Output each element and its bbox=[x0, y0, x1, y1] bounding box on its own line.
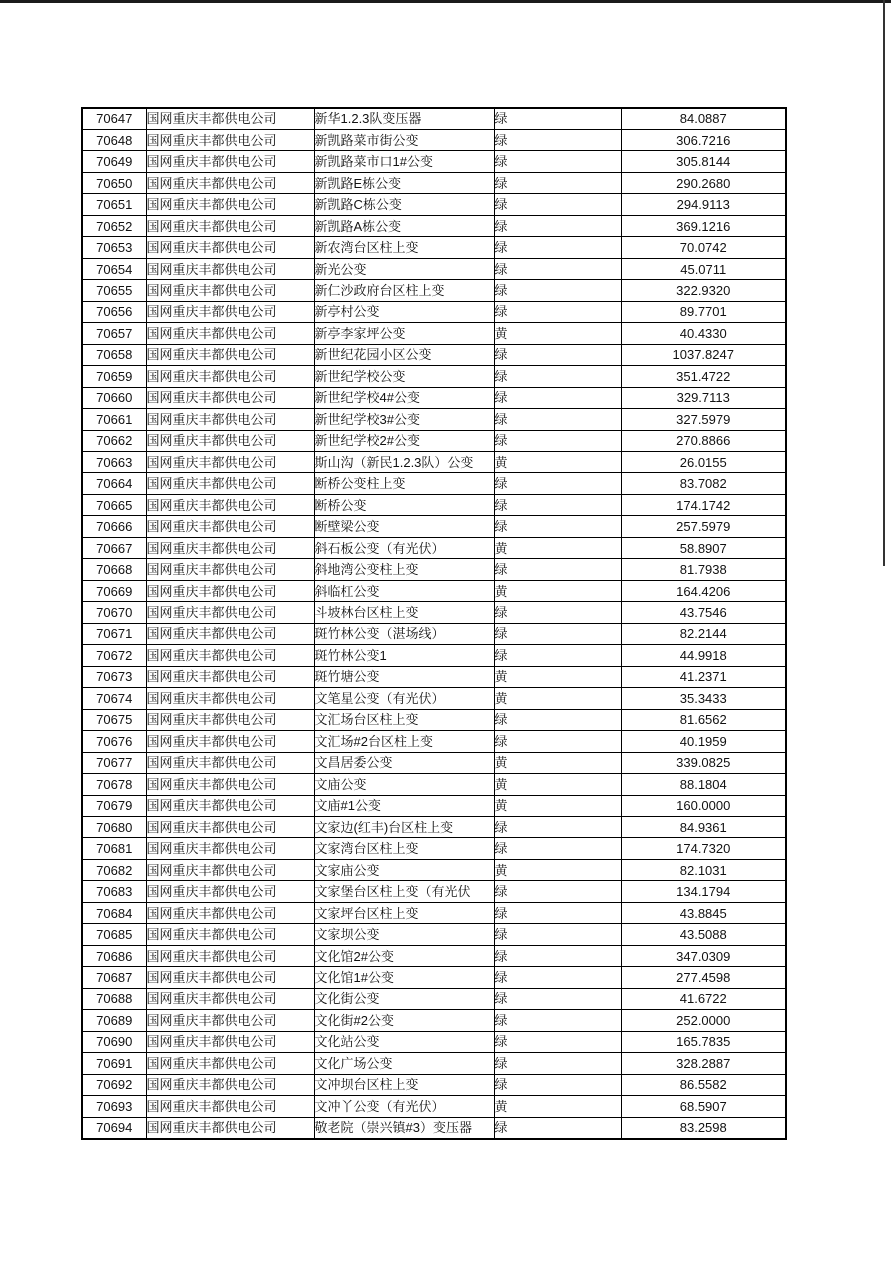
cell-company-name[interactable]: 国网重庆丰都供电公司 bbox=[146, 752, 314, 773]
cell-station-name[interactable]: 断壁梁公变 bbox=[314, 516, 494, 537]
cell-record-id[interactable]: 70651 bbox=[82, 194, 146, 215]
cell-company-name[interactable]: 国网重庆丰都供电公司 bbox=[146, 1096, 314, 1117]
cell-load-value[interactable]: 306.7216 bbox=[621, 129, 786, 150]
table-row bbox=[82, 623, 786, 644]
table-row bbox=[82, 988, 786, 1009]
cell-station-name[interactable]: 文笔星公变（有光伏） bbox=[314, 688, 494, 709]
cell-load-value[interactable]: 328.2887 bbox=[621, 1053, 786, 1074]
table-row bbox=[82, 1010, 786, 1031]
cell-record-id[interactable]: 70677 bbox=[82, 752, 146, 773]
cell-status-color[interactable]: 绿 bbox=[494, 280, 621, 301]
cell-company-name[interactable]: 国网重庆丰都供电公司 bbox=[146, 323, 314, 344]
cell-status-color[interactable]: 绿 bbox=[494, 945, 621, 966]
cell-status-color[interactable]: 绿 bbox=[494, 366, 621, 387]
cell-record-id[interactable]: 70675 bbox=[82, 709, 146, 730]
cell-load-value[interactable]: 329.7113 bbox=[621, 387, 786, 408]
table-row bbox=[82, 645, 786, 666]
cell-record-id[interactable]: 70683 bbox=[82, 881, 146, 902]
cell-status-color[interactable]: 绿 bbox=[494, 237, 621, 258]
cell-company-name[interactable]: 国网重庆丰都供电公司 bbox=[146, 1053, 314, 1074]
cell-record-id[interactable]: 70687 bbox=[82, 967, 146, 988]
table-row bbox=[82, 258, 786, 279]
cell-company-name[interactable]: 国网重庆丰都供电公司 bbox=[146, 430, 314, 451]
cell-status-color[interactable]: 绿 bbox=[494, 967, 621, 988]
cell-load-value[interactable]: 58.8907 bbox=[621, 537, 786, 558]
cell-record-id[interactable]: 70659 bbox=[82, 366, 146, 387]
cell-record-id[interactable]: 70656 bbox=[82, 301, 146, 322]
cell-company-name[interactable]: 国网重庆丰都供电公司 bbox=[146, 709, 314, 730]
cell-status-color[interactable]: 绿 bbox=[494, 430, 621, 451]
table-row bbox=[82, 709, 786, 730]
cell-status-color[interactable]: 黄 bbox=[494, 666, 621, 687]
cell-station-name[interactable]: 新凯路E栋公变 bbox=[314, 172, 494, 193]
cell-load-value[interactable]: 35.3433 bbox=[621, 688, 786, 709]
table-row bbox=[82, 151, 786, 172]
cell-company-name[interactable]: 国网重庆丰都供电公司 bbox=[146, 945, 314, 966]
cell-load-value[interactable]: 44.9918 bbox=[621, 645, 786, 666]
cell-status-color[interactable]: 绿 bbox=[494, 344, 621, 365]
cell-load-value[interactable]: 89.7701 bbox=[621, 301, 786, 322]
table-body bbox=[82, 108, 786, 1139]
cell-load-value[interactable]: 174.7320 bbox=[621, 838, 786, 859]
cell-station-name[interactable]: 文化馆2#公变 bbox=[314, 945, 494, 966]
cell-station-name[interactable]: 新世纪学校2#公变 bbox=[314, 430, 494, 451]
cell-status-color[interactable]: 黄 bbox=[494, 859, 621, 880]
cell-status-color[interactable]: 绿 bbox=[494, 623, 621, 644]
cell-load-value[interactable]: 84.0887 bbox=[621, 108, 786, 129]
cell-load-value[interactable]: 322.9320 bbox=[621, 280, 786, 301]
cell-station-name[interactable]: 文冲丫公变（有光伏） bbox=[314, 1096, 494, 1117]
cell-record-id[interactable]: 70681 bbox=[82, 838, 146, 859]
cell-status-color[interactable]: 绿 bbox=[494, 881, 621, 902]
cell-load-value[interactable]: 277.4598 bbox=[621, 967, 786, 988]
cell-record-id[interactable]: 70668 bbox=[82, 559, 146, 580]
cell-load-value[interactable]: 160.0000 bbox=[621, 795, 786, 816]
cell-station-name[interactable]: 新亭村公变 bbox=[314, 301, 494, 322]
table-row bbox=[82, 1074, 786, 1095]
cell-company-name[interactable]: 国网重庆丰都供电公司 bbox=[146, 280, 314, 301]
cell-status-color[interactable]: 黄 bbox=[494, 580, 621, 601]
table-row bbox=[82, 688, 786, 709]
cell-record-id[interactable]: 70691 bbox=[82, 1053, 146, 1074]
cell-company-name[interactable]: 国网重庆丰都供电公司 bbox=[146, 151, 314, 172]
cell-station-name[interactable]: 新世纪学校公变 bbox=[314, 366, 494, 387]
cell-record-id[interactable]: 70655 bbox=[82, 280, 146, 301]
cell-load-value[interactable]: 83.2598 bbox=[621, 1117, 786, 1138]
cell-load-value[interactable]: 41.2371 bbox=[621, 666, 786, 687]
table-row bbox=[82, 409, 786, 430]
cell-load-value[interactable]: 40.1959 bbox=[621, 731, 786, 752]
cell-station-name[interactable]: 新凯路A栋公变 bbox=[314, 215, 494, 236]
cell-load-value[interactable]: 327.5979 bbox=[621, 409, 786, 430]
cell-load-value[interactable]: 369.1216 bbox=[621, 215, 786, 236]
table-row bbox=[82, 323, 786, 344]
cell-station-name[interactable]: 文汇场台区柱上变 bbox=[314, 709, 494, 730]
cell-station-name[interactable]: 文化广场公变 bbox=[314, 1053, 494, 1074]
cell-company-name[interactable]: 国网重庆丰都供电公司 bbox=[146, 258, 314, 279]
cell-station-name[interactable]: 文家湾台区柱上变 bbox=[314, 838, 494, 859]
cell-record-id[interactable]: 70662 bbox=[82, 430, 146, 451]
cell-load-value[interactable]: 164.4206 bbox=[621, 580, 786, 601]
cell-station-name[interactable]: 新世纪花园小区公变 bbox=[314, 344, 494, 365]
cell-status-color[interactable]: 绿 bbox=[494, 194, 621, 215]
cell-company-name[interactable]: 国网重庆丰都供电公司 bbox=[146, 172, 314, 193]
cell-company-name[interactable]: 国网重庆丰都供电公司 bbox=[146, 731, 314, 752]
cell-status-color[interactable]: 绿 bbox=[494, 559, 621, 580]
cell-record-id[interactable]: 70669 bbox=[82, 580, 146, 601]
cell-record-id[interactable]: 70690 bbox=[82, 1031, 146, 1052]
cell-station-name[interactable]: 新世纪学校3#公变 bbox=[314, 409, 494, 430]
cell-company-name[interactable]: 国网重庆丰都供电公司 bbox=[146, 580, 314, 601]
cell-load-value[interactable]: 134.1794 bbox=[621, 881, 786, 902]
cell-station-name[interactable]: 文化街#2公变 bbox=[314, 1010, 494, 1031]
cell-status-color[interactable]: 绿 bbox=[494, 473, 621, 494]
cell-company-name[interactable]: 国网重庆丰都供电公司 bbox=[146, 1117, 314, 1138]
cell-station-name[interactable]: 文化街公变 bbox=[314, 988, 494, 1009]
cell-company-name[interactable]: 国网重庆丰都供电公司 bbox=[146, 494, 314, 515]
table-row bbox=[82, 108, 786, 129]
cell-load-value[interactable]: 290.2680 bbox=[621, 172, 786, 193]
cell-status-color[interactable]: 绿 bbox=[494, 1053, 621, 1074]
cell-station-name[interactable]: 斑竹林公变（湛场线） bbox=[314, 623, 494, 644]
cell-status-color[interactable]: 绿 bbox=[494, 645, 621, 666]
cell-record-id[interactable]: 70663 bbox=[82, 452, 146, 473]
cell-company-name[interactable]: 国网重庆丰都供电公司 bbox=[146, 516, 314, 537]
cell-company-name[interactable]: 国网重庆丰都供电公司 bbox=[146, 1010, 314, 1031]
cell-company-name[interactable]: 国网重庆丰都供电公司 bbox=[146, 366, 314, 387]
cell-record-id[interactable]: 70647 bbox=[82, 108, 146, 129]
cell-status-color[interactable]: 绿 bbox=[494, 409, 621, 430]
cell-record-id[interactable]: 70666 bbox=[82, 516, 146, 537]
table-row bbox=[82, 452, 786, 473]
cell-load-value[interactable]: 82.2144 bbox=[621, 623, 786, 644]
cell-load-value[interactable]: 165.7835 bbox=[621, 1031, 786, 1052]
cell-record-id[interactable]: 70667 bbox=[82, 537, 146, 558]
table-row bbox=[82, 366, 786, 387]
cell-load-value[interactable]: 270.8866 bbox=[621, 430, 786, 451]
cell-station-name[interactable]: 新世纪学校4#公变 bbox=[314, 387, 494, 408]
cell-record-id[interactable]: 70693 bbox=[82, 1096, 146, 1117]
table-row bbox=[82, 194, 786, 215]
cell-company-name[interactable]: 国网重庆丰都供电公司 bbox=[146, 988, 314, 1009]
table-row bbox=[82, 473, 786, 494]
cell-load-value[interactable]: 68.5907 bbox=[621, 1096, 786, 1117]
cell-record-id[interactable]: 70672 bbox=[82, 645, 146, 666]
cell-load-value[interactable]: 83.7082 bbox=[621, 473, 786, 494]
cell-station-name[interactable]: 斜临杠公变 bbox=[314, 580, 494, 601]
cell-station-name[interactable]: 断桥公变柱上变 bbox=[314, 473, 494, 494]
cell-status-color[interactable]: 绿 bbox=[494, 602, 621, 623]
cell-company-name[interactable]: 国网重庆丰都供电公司 bbox=[146, 452, 314, 473]
table-row bbox=[82, 1031, 786, 1052]
cell-status-color[interactable]: 绿 bbox=[494, 1117, 621, 1138]
table-row bbox=[82, 924, 786, 945]
table-row bbox=[82, 301, 786, 322]
cell-status-color[interactable]: 黄 bbox=[494, 688, 621, 709]
cell-record-id[interactable]: 70664 bbox=[82, 473, 146, 494]
cell-station-name[interactable]: 文家庙公变 bbox=[314, 859, 494, 880]
cell-station-name[interactable]: 文汇场#2台区柱上变 bbox=[314, 731, 494, 752]
table-row bbox=[82, 816, 786, 837]
cell-record-id[interactable]: 70661 bbox=[82, 409, 146, 430]
cell-company-name[interactable]: 国网重庆丰都供电公司 bbox=[146, 409, 314, 430]
cell-company-name[interactable]: 国网重庆丰都供电公司 bbox=[146, 902, 314, 923]
cell-load-value[interactable]: 339.0825 bbox=[621, 752, 786, 773]
cell-status-color[interactable]: 绿 bbox=[494, 387, 621, 408]
cell-status-color[interactable]: 绿 bbox=[494, 172, 621, 193]
cell-load-value[interactable]: 70.0742 bbox=[621, 237, 786, 258]
cell-company-name[interactable]: 国网重庆丰都供电公司 bbox=[146, 387, 314, 408]
cell-station-name[interactable]: 文庙公变 bbox=[314, 774, 494, 795]
cell-record-id[interactable]: 70665 bbox=[82, 494, 146, 515]
cell-load-value[interactable]: 86.5582 bbox=[621, 1074, 786, 1095]
cell-load-value[interactable]: 81.7938 bbox=[621, 559, 786, 580]
cell-station-name[interactable]: 文家坪台区柱上变 bbox=[314, 902, 494, 923]
cell-record-id[interactable]: 70652 bbox=[82, 215, 146, 236]
cell-record-id[interactable]: 70671 bbox=[82, 623, 146, 644]
cell-status-color[interactable]: 绿 bbox=[494, 902, 621, 923]
table-row bbox=[82, 795, 786, 816]
table-row bbox=[82, 1053, 786, 1074]
table-row bbox=[82, 494, 786, 515]
cell-station-name[interactable]: 斯山沟（新民1.2.3队）公变 bbox=[314, 452, 494, 473]
cell-status-color[interactable]: 黄 bbox=[494, 795, 621, 816]
cell-load-value[interactable]: 81.6562 bbox=[621, 709, 786, 730]
cell-record-id[interactable]: 70682 bbox=[82, 859, 146, 880]
cell-status-color[interactable]: 绿 bbox=[494, 816, 621, 837]
cell-record-id[interactable]: 70688 bbox=[82, 988, 146, 1009]
cell-load-value[interactable]: 257.5979 bbox=[621, 516, 786, 537]
table-row bbox=[82, 731, 786, 752]
cell-station-name[interactable]: 新凯路菜市口1#公变 bbox=[314, 151, 494, 172]
cell-company-name[interactable]: 国网重庆丰都供电公司 bbox=[146, 237, 314, 258]
cell-status-color[interactable]: 绿 bbox=[494, 709, 621, 730]
table-row bbox=[82, 881, 786, 902]
cell-company-name[interactable]: 国网重庆丰都供电公司 bbox=[146, 645, 314, 666]
table-row bbox=[82, 172, 786, 193]
cell-status-color[interactable]: 绿 bbox=[494, 215, 621, 236]
table-row bbox=[82, 1096, 786, 1117]
cell-company-name[interactable]: 国网重庆丰都供电公司 bbox=[146, 1074, 314, 1095]
cell-station-name[interactable]: 敬老院（崇兴镇#3）变压器 bbox=[314, 1117, 494, 1138]
cell-station-name[interactable]: 文家坝公变 bbox=[314, 924, 494, 945]
table-row bbox=[82, 516, 786, 537]
cell-station-name[interactable]: 新农湾台区柱上变 bbox=[314, 237, 494, 258]
cell-station-name[interactable]: 斑竹塘公变 bbox=[314, 666, 494, 687]
cell-record-id[interactable]: 70650 bbox=[82, 172, 146, 193]
cell-load-value[interactable]: 43.8845 bbox=[621, 902, 786, 923]
cell-record-id[interactable]: 70685 bbox=[82, 924, 146, 945]
cell-company-name[interactable]: 国网重庆丰都供电公司 bbox=[146, 108, 314, 129]
cell-company-name[interactable]: 国网重庆丰都供电公司 bbox=[146, 1031, 314, 1052]
cell-record-id[interactable]: 70679 bbox=[82, 795, 146, 816]
cell-company-name[interactable]: 国网重庆丰都供电公司 bbox=[146, 881, 314, 902]
cell-company-name[interactable]: 国网重庆丰都供电公司 bbox=[146, 688, 314, 709]
page-top-edge-line bbox=[0, 0, 891, 3]
cell-company-name[interactable]: 国网重庆丰都供电公司 bbox=[146, 623, 314, 644]
cell-company-name[interactable]: 国网重庆丰都供电公司 bbox=[146, 774, 314, 795]
cell-company-name[interactable]: 国网重庆丰都供电公司 bbox=[146, 344, 314, 365]
cell-load-value[interactable]: 40.4330 bbox=[621, 323, 786, 344]
cell-status-color[interactable]: 黄 bbox=[494, 774, 621, 795]
cell-station-name[interactable]: 文化馆1#公变 bbox=[314, 967, 494, 988]
cell-record-id[interactable]: 70648 bbox=[82, 129, 146, 150]
cell-load-value[interactable]: 351.4722 bbox=[621, 366, 786, 387]
cell-station-name[interactable]: 新仁沙政府台区柱上变 bbox=[314, 280, 494, 301]
cell-station-name[interactable]: 文昌居委公变 bbox=[314, 752, 494, 773]
table-row bbox=[82, 752, 786, 773]
cell-record-id[interactable]: 70649 bbox=[82, 151, 146, 172]
cell-company-name[interactable]: 国网重庆丰都供电公司 bbox=[146, 666, 314, 687]
cell-station-name[interactable]: 斜地湾公变柱上变 bbox=[314, 559, 494, 580]
cell-company-name[interactable]: 国网重庆丰都供电公司 bbox=[146, 816, 314, 837]
table-row bbox=[82, 1117, 786, 1138]
cell-company-name[interactable]: 国网重庆丰都供电公司 bbox=[146, 967, 314, 988]
cell-station-name[interactable]: 新光公变 bbox=[314, 258, 494, 279]
cell-record-id[interactable]: 70657 bbox=[82, 323, 146, 344]
cell-status-color[interactable]: 黄 bbox=[494, 1096, 621, 1117]
page-right-edge-line bbox=[883, 0, 885, 566]
cell-load-value[interactable]: 252.0000 bbox=[621, 1010, 786, 1031]
cell-station-name[interactable]: 新凯路菜市街公变 bbox=[314, 129, 494, 150]
cell-station-name[interactable]: 文化站公变 bbox=[314, 1031, 494, 1052]
cell-status-color[interactable]: 黄 bbox=[494, 537, 621, 558]
cell-load-value[interactable]: 294.9113 bbox=[621, 194, 786, 215]
table-row bbox=[82, 559, 786, 580]
table-row bbox=[82, 129, 786, 150]
cell-status-color[interactable]: 绿 bbox=[494, 108, 621, 129]
cell-company-name[interactable]: 国网重庆丰都供电公司 bbox=[146, 215, 314, 236]
cell-record-id[interactable]: 70673 bbox=[82, 666, 146, 687]
cell-company-name[interactable]: 国网重庆丰都供电公司 bbox=[146, 559, 314, 580]
table-row bbox=[82, 666, 786, 687]
cell-status-color[interactable]: 黄 bbox=[494, 452, 621, 473]
cell-station-name[interactable]: 斗坡林台区柱上变 bbox=[314, 602, 494, 623]
cell-record-id[interactable]: 70680 bbox=[82, 816, 146, 837]
cell-record-id[interactable]: 70692 bbox=[82, 1074, 146, 1095]
cell-record-id[interactable]: 70694 bbox=[82, 1117, 146, 1138]
table-row bbox=[82, 580, 786, 601]
cell-status-color[interactable]: 绿 bbox=[494, 924, 621, 945]
cell-record-id[interactable]: 70653 bbox=[82, 237, 146, 258]
table-row bbox=[82, 430, 786, 451]
cell-record-id[interactable]: 70670 bbox=[82, 602, 146, 623]
cell-status-color[interactable]: 绿 bbox=[494, 494, 621, 515]
table-row bbox=[82, 774, 786, 795]
cell-status-color[interactable]: 黄 bbox=[494, 323, 621, 344]
cell-company-name[interactable]: 国网重庆丰都供电公司 bbox=[146, 301, 314, 322]
cell-record-id[interactable]: 70686 bbox=[82, 945, 146, 966]
cell-station-name[interactable]: 文家边(红丰)台区柱上变 bbox=[314, 816, 494, 837]
cell-load-value[interactable]: 347.0309 bbox=[621, 945, 786, 966]
cell-company-name[interactable]: 国网重庆丰都供电公司 bbox=[146, 537, 314, 558]
cell-record-id[interactable]: 70684 bbox=[82, 902, 146, 923]
cell-status-color[interactable]: 绿 bbox=[494, 151, 621, 172]
cell-company-name[interactable]: 国网重庆丰都供电公司 bbox=[146, 129, 314, 150]
cell-status-color[interactable]: 绿 bbox=[494, 1031, 621, 1052]
table-row bbox=[82, 215, 786, 236]
cell-company-name[interactable]: 国网重庆丰都供电公司 bbox=[146, 924, 314, 945]
cell-station-name[interactable]: 新华1.2.3队变压器 bbox=[314, 108, 494, 129]
cell-status-color[interactable]: 绿 bbox=[494, 129, 621, 150]
cell-record-id[interactable]: 70689 bbox=[82, 1010, 146, 1031]
cell-status-color[interactable]: 绿 bbox=[494, 1074, 621, 1095]
transformer-load-table bbox=[81, 107, 787, 1140]
cell-status-color[interactable]: 绿 bbox=[494, 731, 621, 752]
cell-company-name[interactable]: 国网重庆丰都供电公司 bbox=[146, 602, 314, 623]
table-row bbox=[82, 838, 786, 859]
cell-station-name[interactable]: 新亭李家坪公变 bbox=[314, 323, 494, 344]
cell-load-value[interactable]: 82.1031 bbox=[621, 859, 786, 880]
cell-company-name[interactable]: 国网重庆丰都供电公司 bbox=[146, 838, 314, 859]
cell-status-color[interactable]: 黄 bbox=[494, 752, 621, 773]
cell-load-value[interactable]: 84.9361 bbox=[621, 816, 786, 837]
table-row bbox=[82, 344, 786, 365]
cell-status-color[interactable]: 绿 bbox=[494, 516, 621, 537]
cell-company-name[interactable]: 国网重庆丰都供电公司 bbox=[146, 194, 314, 215]
cell-station-name[interactable]: 斜石板公变（有光伏） bbox=[314, 537, 494, 558]
cell-station-name[interactable]: 文冲坝台区柱上变 bbox=[314, 1074, 494, 1095]
cell-company-name[interactable]: 国网重庆丰都供电公司 bbox=[146, 859, 314, 880]
table-row bbox=[82, 602, 786, 623]
cell-status-color[interactable]: 绿 bbox=[494, 838, 621, 859]
table-row bbox=[82, 967, 786, 988]
cell-record-id[interactable]: 70658 bbox=[82, 344, 146, 365]
cell-record-id[interactable]: 70676 bbox=[82, 731, 146, 752]
cell-load-value[interactable]: 26.0155 bbox=[621, 452, 786, 473]
cell-status-color[interactable]: 绿 bbox=[494, 258, 621, 279]
table-row bbox=[82, 387, 786, 408]
cell-record-id[interactable]: 70660 bbox=[82, 387, 146, 408]
cell-load-value[interactable]: 1037.8247 bbox=[621, 344, 786, 365]
cell-station-name[interactable]: 断桥公变 bbox=[314, 494, 494, 515]
table-row bbox=[82, 945, 786, 966]
table-row bbox=[82, 280, 786, 301]
cell-status-color[interactable]: 绿 bbox=[494, 988, 621, 1009]
cell-load-value[interactable]: 41.6722 bbox=[621, 988, 786, 1009]
cell-load-value[interactable]: 45.0711 bbox=[621, 258, 786, 279]
cell-load-value[interactable]: 43.7546 bbox=[621, 602, 786, 623]
cell-load-value[interactable]: 174.1742 bbox=[621, 494, 786, 515]
cell-status-color[interactable]: 绿 bbox=[494, 1010, 621, 1031]
cell-record-id[interactable]: 70654 bbox=[82, 258, 146, 279]
cell-station-name[interactable]: 文家堡台区柱上变（有光伏 bbox=[314, 881, 494, 902]
cell-station-name[interactable]: 文庙#1公变 bbox=[314, 795, 494, 816]
cell-status-color[interactable]: 绿 bbox=[494, 301, 621, 322]
cell-record-id[interactable]: 70674 bbox=[82, 688, 146, 709]
cell-load-value[interactable]: 43.5088 bbox=[621, 924, 786, 945]
table-row bbox=[82, 859, 786, 880]
cell-company-name[interactable]: 国网重庆丰都供电公司 bbox=[146, 473, 314, 494]
table-row bbox=[82, 902, 786, 923]
cell-station-name[interactable]: 新凯路C栋公变 bbox=[314, 194, 494, 215]
cell-station-name[interactable]: 斑竹林公变1 bbox=[314, 645, 494, 666]
cell-load-value[interactable]: 305.8144 bbox=[621, 151, 786, 172]
cell-company-name[interactable]: 国网重庆丰都供电公司 bbox=[146, 795, 314, 816]
cell-load-value[interactable]: 88.1804 bbox=[621, 774, 786, 795]
table-row bbox=[82, 237, 786, 258]
table-row bbox=[82, 537, 786, 558]
cell-record-id[interactable]: 70678 bbox=[82, 774, 146, 795]
